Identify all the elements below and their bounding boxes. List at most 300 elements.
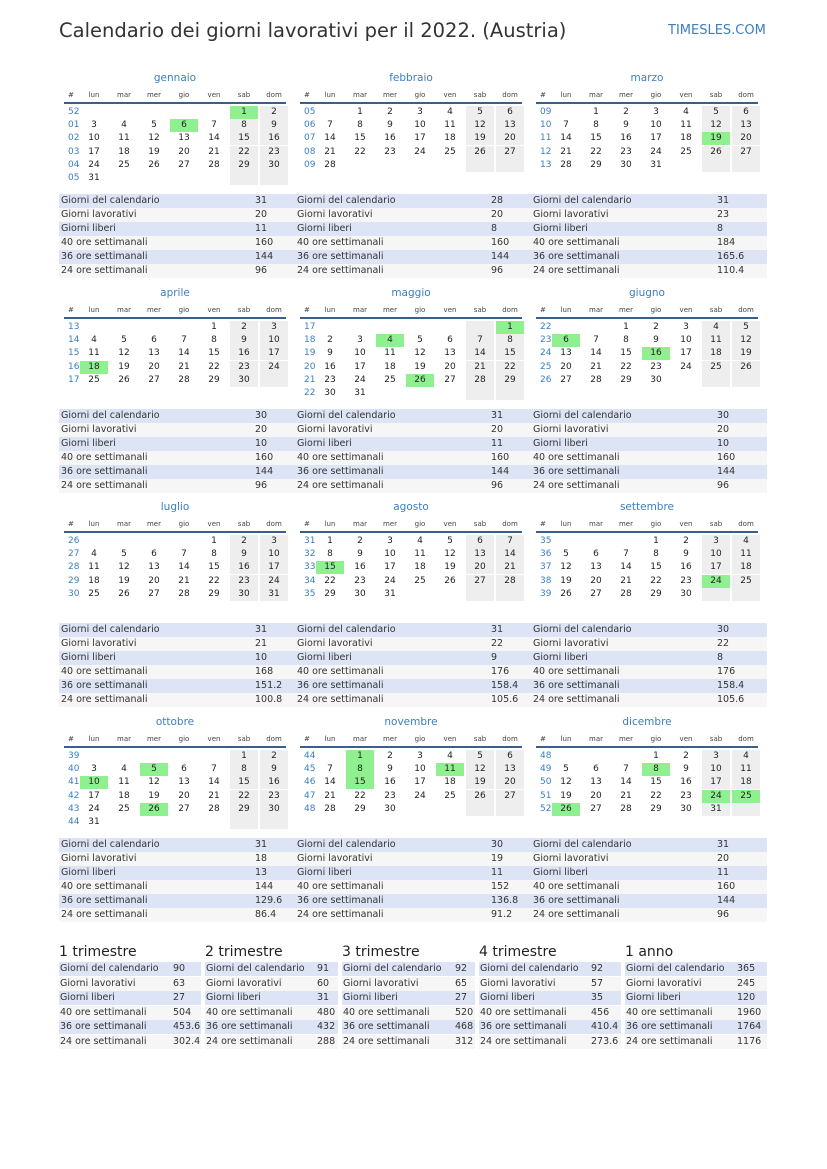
- weekday-header: lun: [88, 306, 100, 314]
- stat-label: Giorni del calendario: [60, 963, 159, 974]
- stat-label: Giorni lavorativi: [533, 638, 609, 649]
- stat-label: Giorni liberi: [343, 992, 398, 1004]
- stat-label: 36 ore settimanali: [297, 680, 384, 691]
- day-cell: 25: [702, 361, 730, 374]
- stats-row: [59, 852, 295, 866]
- day-cell: 14: [590, 348, 602, 359]
- stat-value: 144: [491, 466, 510, 477]
- stat-label: 36 ore settimanali: [61, 895, 148, 906]
- weekday-header: lun: [88, 520, 100, 528]
- day-cell: 21: [208, 146, 220, 157]
- day-cell: 6: [447, 335, 453, 346]
- day-cell: 14: [466, 347, 494, 360]
- quarter-title: 4 trimestre: [479, 944, 557, 960]
- weekday-header: mer: [146, 520, 161, 528]
- day-cell: 24: [680, 361, 692, 372]
- week-number: 36: [540, 549, 552, 560]
- stat-label: Giorni liberi: [533, 652, 588, 663]
- stats-row: [531, 479, 767, 493]
- day-cell: 11: [732, 763, 760, 776]
- day-cell: 11: [680, 120, 692, 131]
- stat-label: Giorni liberi: [61, 652, 116, 663]
- day-cell: 21: [324, 790, 336, 801]
- day-cell: 24: [260, 575, 288, 588]
- stats-row: [59, 465, 295, 479]
- stat-value: 22: [717, 638, 730, 649]
- stats-row: [531, 423, 767, 437]
- day-cell: 27: [178, 803, 190, 814]
- stat-value: 91: [317, 963, 330, 974]
- stats-row: [531, 451, 767, 465]
- stat-value: 160: [717, 881, 736, 892]
- weekday-header: mar: [353, 91, 367, 99]
- weekday-header: gio: [650, 306, 662, 314]
- stats-row: [295, 866, 531, 880]
- day-cell: 21: [208, 790, 220, 801]
- day-cell: 4: [732, 535, 760, 548]
- month-calendar: [298, 716, 524, 836]
- stats-row: [59, 623, 295, 637]
- stat-label: 40 ore settimanali: [61, 666, 148, 677]
- quarter-row: [342, 962, 475, 976]
- day-cell: 28: [208, 159, 220, 170]
- day-cell: 18: [88, 575, 100, 586]
- header-divider: [300, 746, 522, 748]
- quarter-block: [205, 944, 338, 1054]
- month-stats: [59, 623, 295, 707]
- month-name: gennaio: [153, 72, 197, 84]
- day-cell: 11: [384, 348, 396, 359]
- stat-label: Giorni liberi: [480, 992, 535, 1004]
- stat-label: Giorni del calendario: [297, 624, 396, 635]
- day-cell: 29: [354, 803, 366, 814]
- stat-label: Giorni del calendario: [297, 839, 396, 850]
- quarter-row: [342, 1020, 475, 1034]
- week-number: 52: [68, 107, 80, 117]
- holiday-day: 15: [316, 561, 344, 574]
- stat-value: 176: [491, 666, 510, 677]
- weekday-header: lun: [324, 735, 336, 743]
- stat-label: Giorni lavorativi: [61, 209, 137, 220]
- month-calendar: [298, 287, 524, 407]
- day-cell: 27: [496, 146, 524, 159]
- day-cell: 19: [732, 347, 760, 360]
- day-cell: 12: [118, 348, 130, 359]
- stats-row: [295, 222, 531, 236]
- day-cell: 13: [560, 348, 572, 359]
- day-cell: 22: [620, 361, 632, 372]
- day-cell: 9: [357, 549, 363, 560]
- day-cell: 15: [620, 348, 632, 359]
- day-cell: 15: [208, 348, 220, 359]
- day-cell: 4: [732, 750, 760, 763]
- quarter-row: [479, 962, 621, 976]
- day-cell: 27: [560, 374, 572, 385]
- day-cell: 25: [732, 575, 760, 588]
- day-cell: 16: [680, 562, 692, 573]
- day-cell: 8: [327, 549, 333, 560]
- day-cell: 26: [466, 146, 494, 159]
- stat-value: 136.8: [491, 895, 519, 906]
- month-calendar: [298, 72, 524, 192]
- page-title: Calendario dei giorni lavorativi per il 2022. (Austria): [59, 19, 567, 42]
- day-cell: 9: [623, 120, 629, 131]
- day-cell: 6: [181, 764, 187, 775]
- stats-row: [295, 250, 531, 264]
- stats-row: [59, 222, 295, 236]
- stat-label: Giorni lavorativi: [297, 853, 373, 864]
- week-number: 28: [68, 562, 80, 573]
- day-cell: 23: [384, 790, 396, 801]
- stat-value: 91.2: [491, 909, 513, 920]
- stat-label: 36 ore settimanali: [343, 1021, 430, 1033]
- day-cell: 26: [702, 146, 730, 159]
- stats-row: [295, 651, 531, 665]
- day-cell: 2: [260, 106, 288, 119]
- day-cell: 22: [230, 790, 258, 803]
- stat-label: Giorni lavorativi: [60, 977, 136, 989]
- stat-label: Giorni lavorativi: [297, 209, 373, 220]
- weekday-header: mar: [117, 306, 131, 314]
- week-number: 05: [304, 107, 316, 117]
- day-cell: 31: [650, 159, 662, 170]
- day-cell: 24: [414, 146, 426, 157]
- day-cell: 7: [327, 120, 333, 131]
- week-number: 15: [68, 348, 80, 359]
- day-cell: 29: [208, 374, 220, 385]
- quarter-row: [625, 1035, 767, 1049]
- day-cell: 28: [466, 374, 494, 387]
- month-name: dicembre: [622, 716, 672, 728]
- stat-value: 20: [717, 424, 730, 435]
- stat-label: 36 ore settimanali: [61, 466, 148, 477]
- month-name: marzo: [630, 72, 664, 84]
- day-cell: 18: [680, 133, 692, 144]
- day-cell: 3: [357, 335, 363, 346]
- day-cell: 24: [88, 803, 100, 814]
- day-cell: 24: [88, 159, 100, 170]
- day-cell: 6: [466, 535, 494, 548]
- day-cell: 5: [563, 764, 569, 775]
- day-cell: 23: [680, 790, 692, 801]
- holiday-day: 1: [230, 106, 258, 119]
- day-cell: 10: [414, 764, 426, 775]
- month-calendar: [534, 72, 760, 192]
- day-cell: 16: [384, 133, 396, 144]
- stat-value: 105.6: [717, 694, 745, 705]
- day-cell: 4: [121, 764, 127, 775]
- day-cell: 1: [653, 536, 659, 546]
- brand-link[interactable]: TIMESLES.COM: [668, 23, 766, 38]
- day-cell: 25: [118, 159, 130, 170]
- day-cell: 14: [496, 548, 524, 561]
- day-cell: 21: [324, 146, 336, 157]
- day-cell: 3: [702, 750, 730, 763]
- stat-value: 160: [255, 237, 274, 248]
- stats-row: [295, 208, 531, 222]
- day-cell: 25: [88, 374, 100, 385]
- day-cell: 29: [590, 159, 602, 170]
- stat-label: Giorni lavorativi: [480, 977, 556, 989]
- stats-row: [531, 665, 767, 679]
- holiday-day: 11: [436, 763, 464, 776]
- weekday-header: mer: [146, 91, 161, 99]
- quarter-row: [205, 977, 338, 991]
- week-number: 17: [68, 374, 80, 385]
- day-cell: 9: [387, 120, 393, 131]
- day-cell: 21: [590, 361, 602, 372]
- quarter-row: [205, 1035, 338, 1049]
- day-cell: 23: [260, 146, 288, 159]
- weekday-header: lun: [324, 520, 336, 528]
- stat-value: 176: [717, 666, 736, 677]
- day-cell: 10: [702, 548, 730, 561]
- month-stats: [295, 838, 531, 922]
- day-cell: 10: [414, 120, 426, 131]
- stat-value: 9: [491, 652, 498, 663]
- day-cell: 2: [683, 751, 689, 761]
- day-cell: 16: [260, 776, 288, 789]
- stat-label: 40 ore settimanali: [297, 452, 384, 463]
- stat-label: Giorni lavorativi: [206, 977, 282, 989]
- week-number: 38: [540, 575, 552, 586]
- quarter-row: [59, 1020, 201, 1034]
- day-cell: 18: [702, 347, 730, 360]
- day-cell: 15: [230, 776, 258, 789]
- day-cell: 23: [384, 146, 396, 157]
- month-calendar: [62, 716, 288, 836]
- day-cell: 24: [650, 146, 662, 157]
- week-number: 31: [304, 536, 316, 546]
- quarter-row: [625, 1006, 767, 1020]
- month-calendar: [534, 716, 760, 836]
- stats-row: [531, 693, 767, 707]
- stat-value: 28: [491, 195, 504, 206]
- weekday-header: lun: [560, 306, 572, 314]
- day-cell: 20: [148, 575, 160, 586]
- day-cell: 8: [653, 549, 659, 560]
- weekday-header: gio: [414, 520, 426, 528]
- day-cell: 19: [466, 776, 494, 789]
- stat-label: Giorni lavorativi: [297, 638, 373, 649]
- day-cell: 30: [384, 803, 396, 814]
- weekday-header: mar: [117, 91, 131, 99]
- week-number: 37: [540, 562, 552, 573]
- stat-label: Giorni lavorativi: [61, 638, 137, 649]
- day-cell: [732, 803, 760, 816]
- day-cell: 4: [417, 536, 423, 546]
- quarter-row: [479, 1035, 621, 1049]
- day-cell: 5: [563, 549, 569, 560]
- stat-value: 144: [255, 251, 274, 262]
- day-cell: 20: [560, 361, 572, 372]
- holiday-day: 15: [346, 776, 374, 789]
- quarter-block: [342, 944, 475, 1054]
- week-number: 23: [540, 335, 552, 346]
- day-cell: 29: [208, 588, 220, 599]
- month-name: agosto: [393, 501, 429, 513]
- week-number: 40: [68, 764, 80, 775]
- quarter-row: [479, 991, 621, 1005]
- week-number-header: #: [540, 520, 546, 528]
- day-cell: [230, 172, 258, 185]
- day-cell: 19: [560, 790, 572, 801]
- week-number: 13: [68, 322, 80, 332]
- quarter-row: [479, 1006, 621, 1020]
- day-cell: 15: [650, 562, 662, 573]
- header-divider: [536, 746, 758, 748]
- holiday-day: 25: [732, 790, 760, 803]
- quarter-row: [625, 1020, 767, 1034]
- quarter-row: [59, 991, 201, 1005]
- holiday-day: 1: [346, 750, 374, 763]
- day-cell: 16: [260, 132, 288, 145]
- weekday-header: dom: [738, 735, 754, 743]
- week-number: 47: [304, 790, 316, 801]
- week-number-header: #: [304, 306, 310, 314]
- week-number: 45: [304, 764, 316, 775]
- stats-row: [531, 236, 767, 250]
- day-cell: 20: [178, 790, 190, 801]
- day-cell: 20: [178, 146, 190, 157]
- day-cell: 30: [680, 803, 692, 814]
- day-cell: [260, 816, 288, 829]
- day-cell: 22: [354, 146, 366, 157]
- day-cell: 20: [590, 575, 602, 586]
- day-cell: 17: [88, 146, 100, 157]
- weekday-header: mer: [618, 520, 633, 528]
- day-cell: 22: [590, 146, 602, 157]
- week-number: 27: [68, 549, 80, 560]
- quarter-row: [342, 977, 475, 991]
- day-cell: 23: [230, 575, 258, 588]
- stat-label: Giorni liberi: [297, 867, 352, 878]
- stats-row: [59, 665, 295, 679]
- weekday-header: gio: [178, 520, 190, 528]
- stat-label: Giorni liberi: [60, 992, 115, 1004]
- month-stats: [531, 838, 767, 922]
- day-cell: 19: [148, 790, 160, 801]
- holiday-day: 19: [702, 132, 730, 145]
- month-name: luglio: [160, 501, 190, 513]
- day-cell: 10: [680, 335, 692, 346]
- week-number: 17: [304, 322, 316, 332]
- day-cell: 10: [260, 548, 288, 561]
- stat-label: Giorni liberi: [533, 438, 588, 449]
- stat-value: 11: [491, 867, 504, 878]
- day-cell: 13: [148, 562, 160, 573]
- day-cell: 3: [683, 322, 689, 332]
- stat-label: Giorni del calendario: [533, 195, 632, 206]
- weekday-header: mar: [353, 520, 367, 528]
- day-cell: 16: [354, 562, 366, 573]
- holiday-day: 18: [80, 361, 108, 374]
- stat-value: 19: [491, 853, 504, 864]
- weekday-header: lun: [560, 735, 572, 743]
- stat-value: 30: [491, 839, 504, 850]
- stats-row: [59, 866, 295, 880]
- day-cell: [466, 321, 494, 334]
- weekday-header: ven: [207, 306, 221, 314]
- stat-label: 24 ore settimanali: [61, 909, 148, 920]
- day-cell: 30: [324, 388, 336, 398]
- day-cell: 31: [384, 588, 396, 599]
- weekday-header: dom: [266, 306, 282, 314]
- day-cell: 13: [444, 348, 456, 359]
- header-divider: [64, 746, 286, 748]
- week-number-header: #: [68, 735, 74, 743]
- day-cell: 15: [590, 133, 602, 144]
- day-cell: 4: [121, 120, 127, 131]
- stat-value: 468: [455, 1021, 474, 1033]
- day-cell: 24: [384, 575, 396, 586]
- stats-row: [59, 894, 295, 908]
- header-divider: [536, 531, 758, 533]
- day-cell: 26: [444, 575, 456, 586]
- stats-row: [295, 679, 531, 693]
- day-cell: [260, 374, 288, 387]
- stat-label: Giorni del calendario: [206, 963, 305, 974]
- day-cell: 19: [148, 146, 160, 157]
- stat-value: 86.4: [255, 909, 277, 920]
- stat-value: 11: [717, 867, 730, 878]
- weekday-header: lun: [324, 306, 336, 314]
- stat-label: Giorni del calendario: [343, 963, 442, 974]
- header-divider: [536, 317, 758, 319]
- month-name: febbraio: [389, 72, 433, 84]
- day-cell: 11: [444, 120, 456, 131]
- stat-label: Giorni liberi: [626, 992, 681, 1004]
- weekday-header: gio: [650, 91, 662, 99]
- day-cell: 12: [414, 348, 426, 359]
- weekday-header: gio: [178, 306, 190, 314]
- quarter-row: [59, 977, 201, 991]
- weekday-header: ven: [443, 306, 457, 314]
- stat-value: 151.2: [255, 680, 283, 691]
- weekday-header: mar: [589, 735, 603, 743]
- month-stats: [59, 194, 295, 278]
- weekday-header: dom: [738, 520, 754, 528]
- stat-label: 40 ore settimanali: [343, 1006, 430, 1018]
- stat-label: 36 ore settimanali: [533, 466, 620, 477]
- month-calendar: [62, 287, 288, 407]
- quarter-row: [205, 962, 338, 976]
- stat-value: 110.4: [717, 265, 745, 276]
- weekday-header: mar: [353, 306, 367, 314]
- stat-value: 129.6: [255, 895, 283, 906]
- stat-value: 1176: [737, 1036, 762, 1047]
- week-number: 20: [304, 361, 316, 372]
- day-cell: 30: [650, 374, 662, 385]
- stats-row: [295, 465, 531, 479]
- stats-row: [59, 264, 295, 278]
- weekday-header: ven: [679, 520, 693, 528]
- stat-label: Giorni del calendario: [61, 839, 160, 850]
- stats-row: [531, 880, 767, 894]
- day-cell: 25: [118, 803, 130, 814]
- day-cell: 22: [354, 790, 366, 801]
- holiday-day: 8: [642, 763, 670, 776]
- day-cell: [260, 172, 288, 185]
- stat-label: 24 ore settimanali: [61, 694, 148, 705]
- header-divider: [536, 102, 758, 104]
- day-cell: 28: [324, 803, 336, 814]
- day-cell: 14: [620, 562, 632, 573]
- day-cell: 12: [466, 763, 494, 776]
- day-cell: 19: [414, 361, 426, 372]
- week-number: 46: [304, 777, 316, 788]
- day-cell: 31: [88, 173, 100, 183]
